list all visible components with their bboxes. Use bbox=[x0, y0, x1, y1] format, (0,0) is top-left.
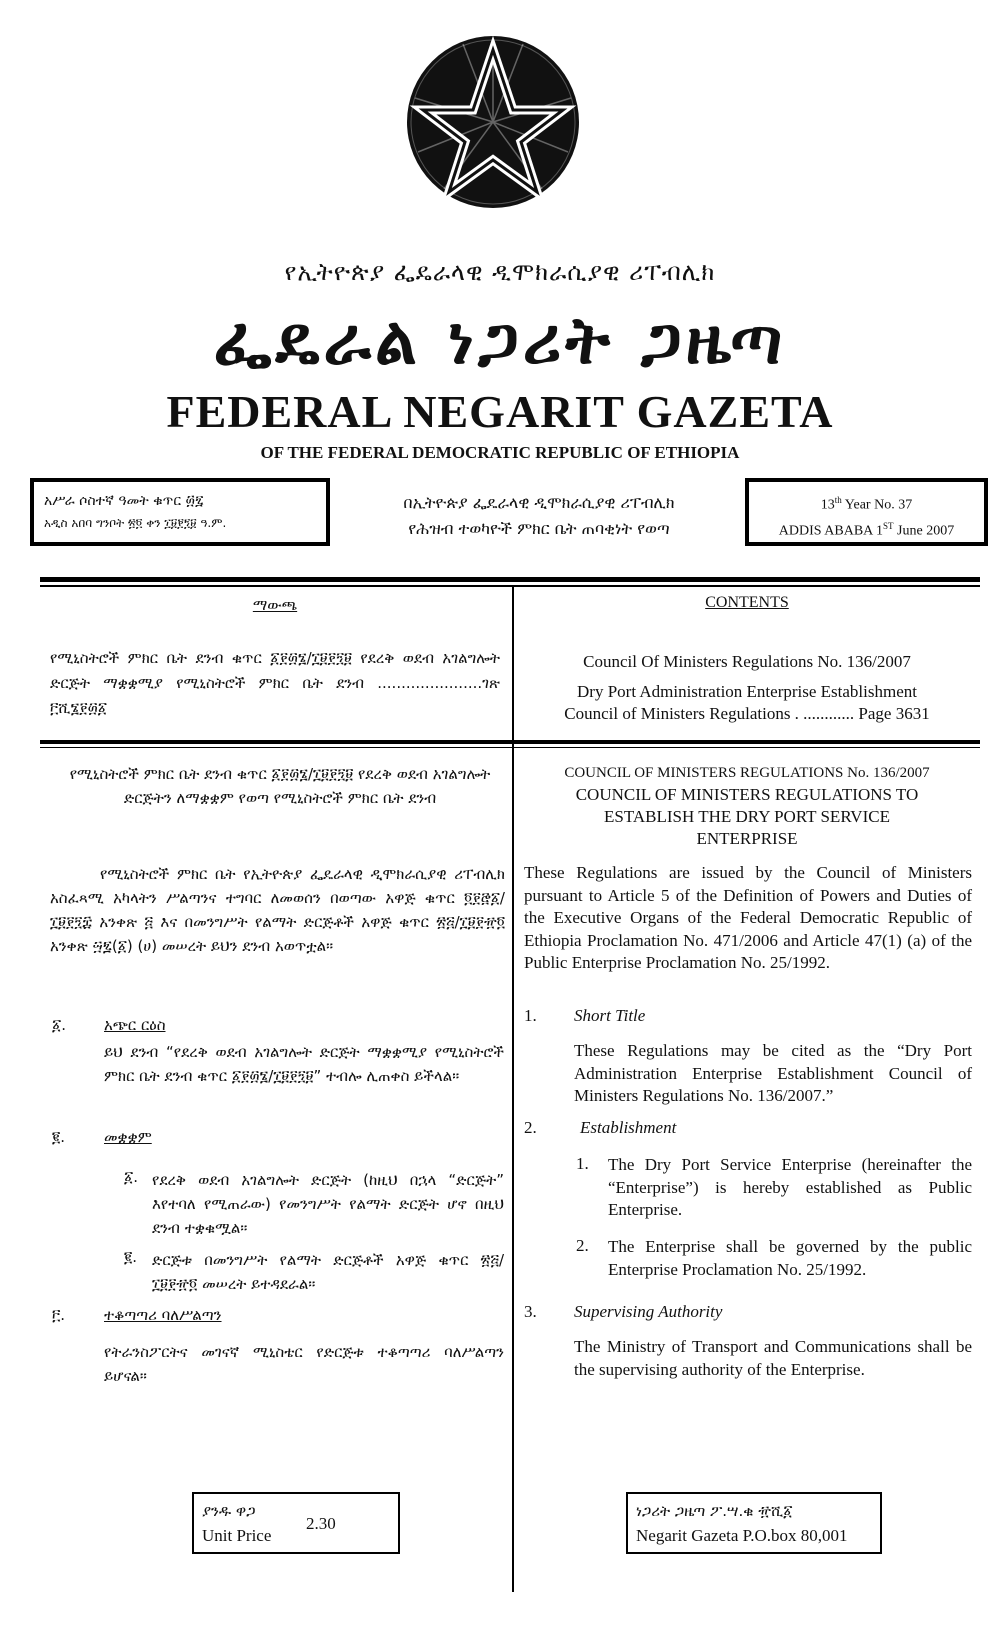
unit-price-amharic-label: ያንዱ ዋጋ bbox=[202, 1502, 256, 1520]
english-section1-title: Short Title bbox=[574, 1006, 646, 1025]
amharic-republic-name: የኢትዮጵያ ፌዴራላዊ ዲሞክራሲያዊ ሪፐብሊክ bbox=[284, 258, 716, 286]
publication-authority-line1: በኢትዮጵያ ፌዴራላዊ ዲሞክራሲያዊ ሪፐብሊክ bbox=[403, 493, 675, 512]
english-contents-line1: Council Of Ministers Regulations No. 136/2007 bbox=[583, 652, 911, 671]
amharic-section2-1-text: የደረቅ ወደብ አገልግሎት ድርጅት (ከዚህ በኋላ “ድርጅት” እየተባለ የሚጠራው) የመንግሥት የልማት ድርጅት ሆኖ በዚህ ደንብ ተቋቁሟል። bbox=[152, 1171, 504, 1237]
amharic-preamble: የሚኒስትሮች ምክር ቤት የኢትዮጵያ ፌዴራላዊ ዲሞክራሲያዊ ሪፐብሊክ አስፈጻሚ አካላትን ሥልጣንና ተግባር ለመወሰን በወጣው አዋጅ ቁጥር ፬፻፸፩/፲፱፻፺፰ አንቀጽ ፭ እና በመንግሥት የልማት ድርጅቶች አዋጅ ቁጥር ፳፭/፲፱፻፹፬ አንቀጽ ፵፯(፩) (ሀ) መሠረት ይህን ደንብ አወጥቷል። bbox=[50, 865, 505, 955]
amharic-section2-title: መቋቋም bbox=[104, 1128, 152, 1146]
ethiopian-emblem-icon bbox=[403, 32, 583, 212]
amharic-issue-box bbox=[30, 478, 330, 546]
english-section2-title: Establishment bbox=[580, 1118, 677, 1137]
unit-price-value: 2.30 bbox=[306, 1514, 336, 1533]
amharic-issue-number: አሥራ ሶስተኛ ዓመት ቁጥር ፴፯ bbox=[44, 493, 204, 509]
english-issue-box bbox=[745, 478, 988, 546]
top-double-rule bbox=[40, 577, 980, 582]
column-divider bbox=[512, 587, 514, 1592]
publication-authority-line2: የሕዝብ ተወካዮች ምክር ቤት ጠባቂነት የወጣ bbox=[408, 519, 670, 538]
english-section3-number: 3. bbox=[524, 1302, 537, 1321]
english-gazette-subtitle: OF THE FEDERAL DEMOCRATIC REPUBLIC OF ETHIOPIA bbox=[260, 443, 740, 462]
top-double-rule-thin bbox=[40, 585, 980, 587]
amharic-contents-entry: የሚኒስትሮች ምክር ቤት ደንብ ቁጥር ፩፻፴፮/፲፱፻፺፱ የደረቅ ወደብ አገልግሎት ድርጅት ማቋቋሚያ የሚኒስትሮች ምክር ቤት ደንብ ......................ገጽ ፫ሺ፮፻፴፩ bbox=[50, 649, 500, 717]
po-box-english: Negarit Gazeta P.O.box 80,001 bbox=[636, 1526, 848, 1545]
unit-price-box bbox=[192, 1492, 400, 1554]
english-section3-title: Supervising Authority bbox=[574, 1302, 723, 1321]
contents-bottom-rule-thin bbox=[40, 747, 980, 748]
english-section2-1-text: The Dry Port Service Enterprise (hereinafter the “Enterprise”) is hereby established as Public Enterprise. bbox=[608, 1155, 972, 1219]
english-section2-1-number: 1. bbox=[576, 1154, 589, 1173]
english-title-line4: ENTERPRISE bbox=[696, 829, 798, 848]
amharic-issue-date: አዲስ አበባ ግንቦት ፳፬ ቀን ፲፱፻፺፱ ዓ.ም. bbox=[44, 516, 227, 530]
amharic-section3-text: የትራንስፖርትና መገናኛ ሚኒስቴር የድርጅቱ ተቆጣጣሪ ባለሥልጣን ይሆናል። bbox=[104, 1343, 504, 1385]
amharic-regulation-title: የሚኒስትሮች ምክር ቤት ደንብ ቁጥር ፩፻፴፮/፲፱፻፺፱ የደረቅ ወደብ አገልግሎት ድርጅትን ለማቋቋም የወጣ የሚኒስትሮች ምክር ቤት ደንብ bbox=[69, 765, 491, 807]
english-issue-number: 13th Year No. 37 bbox=[820, 495, 913, 513]
english-section1-number: 1. bbox=[524, 1006, 537, 1025]
amharic-section2-2-text: ድርጅቱ በመንግሥት የልማት ድርጅቶች አዋጅ ቁጥር ፳፭/፲፱፻፹፬ መሠረት ይተዳደራል። bbox=[152, 1251, 504, 1293]
contents-bottom-rule bbox=[40, 740, 980, 744]
amharic-section1-text: ይህ ደንብ “የደረቅ ወደብ አገልግሎት ድርጅት ማቋቋሚያ የሚኒስትሮች ምክር ቤት ደንብ ቁጥር ፩፻፴፮/፲፱፻፺፱” ተብሎ ሊጠቀስ ይችላል። bbox=[104, 1043, 504, 1085]
english-section3-text: The Ministry of Transport and Communications shall be the supervising authority of the Enterprise. bbox=[574, 1337, 972, 1379]
english-title-line3: ESTABLISH THE DRY PORT SERVICE bbox=[604, 807, 890, 826]
publication-authority bbox=[335, 490, 743, 542]
english-title-line2: COUNCIL OF MINISTERS REGULATIONS TO bbox=[575, 785, 919, 804]
english-section2-2-text: The Enterprise shall be governed by the public Enterprise Proclamation No. 25/1992. bbox=[608, 1237, 972, 1279]
po-box-amharic: ነጋሪት ጋዜጣ ፖ.ሣ.ቁ ፹ሺ፩ bbox=[636, 1502, 793, 1520]
english-section1-text: These Regulations may be cited as the “Dry Port Administration Enterprise Establishment Council of Ministers Regulations No. 136/2007.” bbox=[574, 1041, 972, 1105]
english-preamble: These Regulations are issued by the Council of Ministers pursuant to Article 5 of the Definition of Powers and Duties of the Executive Organs of the Federal Democratic Republic of Ethiopia Proclamation No. 471/2006 and Article 47(1) (a) of the Public Enterprise Proclamation No. 25/1992. bbox=[524, 863, 972, 972]
amharic-section2-2-number: ፪. bbox=[124, 1248, 137, 1266]
amharic-section2-number: ፪. bbox=[52, 1128, 65, 1146]
amharic-gazette-title: ፌዴራል ነጋሪት ጋዜጣ bbox=[213, 302, 787, 379]
english-contents-heading: CONTENTS bbox=[705, 594, 789, 611]
po-box-box bbox=[626, 1492, 882, 1554]
unit-price-english-label: Unit Price bbox=[202, 1526, 272, 1545]
english-section2-2-number: 2. bbox=[576, 1236, 589, 1255]
english-contents-line2: Dry Port Administration Enterprise Establishment bbox=[577, 682, 917, 701]
amharic-section3-number: ፫. bbox=[52, 1306, 66, 1324]
amharic-section2-1-number: ፩. bbox=[124, 1168, 139, 1186]
amharic-contents-heading: ማውጫ bbox=[252, 596, 298, 614]
english-title-line1: COUNCIL OF MINISTERS REGULATIONS No. 136/2007 bbox=[564, 765, 930, 781]
english-issue-date: ADDIS ABABA 1ST June 2007 bbox=[778, 520, 955, 539]
english-contents-line3: Council of Ministers Regulations . ............ Page 3631 bbox=[564, 704, 930, 723]
amharic-section1-title: አጭር ርዕስ bbox=[104, 1016, 166, 1034]
english-gazette-title: FEDERAL NEGARIT GAZETA bbox=[166, 386, 834, 437]
amharic-section1-number: ፩. bbox=[52, 1016, 67, 1034]
english-section2-number: 2. bbox=[524, 1118, 537, 1137]
amharic-section3-title: ተቆጣጣሪ ባለሥልጣን bbox=[104, 1306, 222, 1324]
english-regulation-title bbox=[514, 762, 980, 850]
